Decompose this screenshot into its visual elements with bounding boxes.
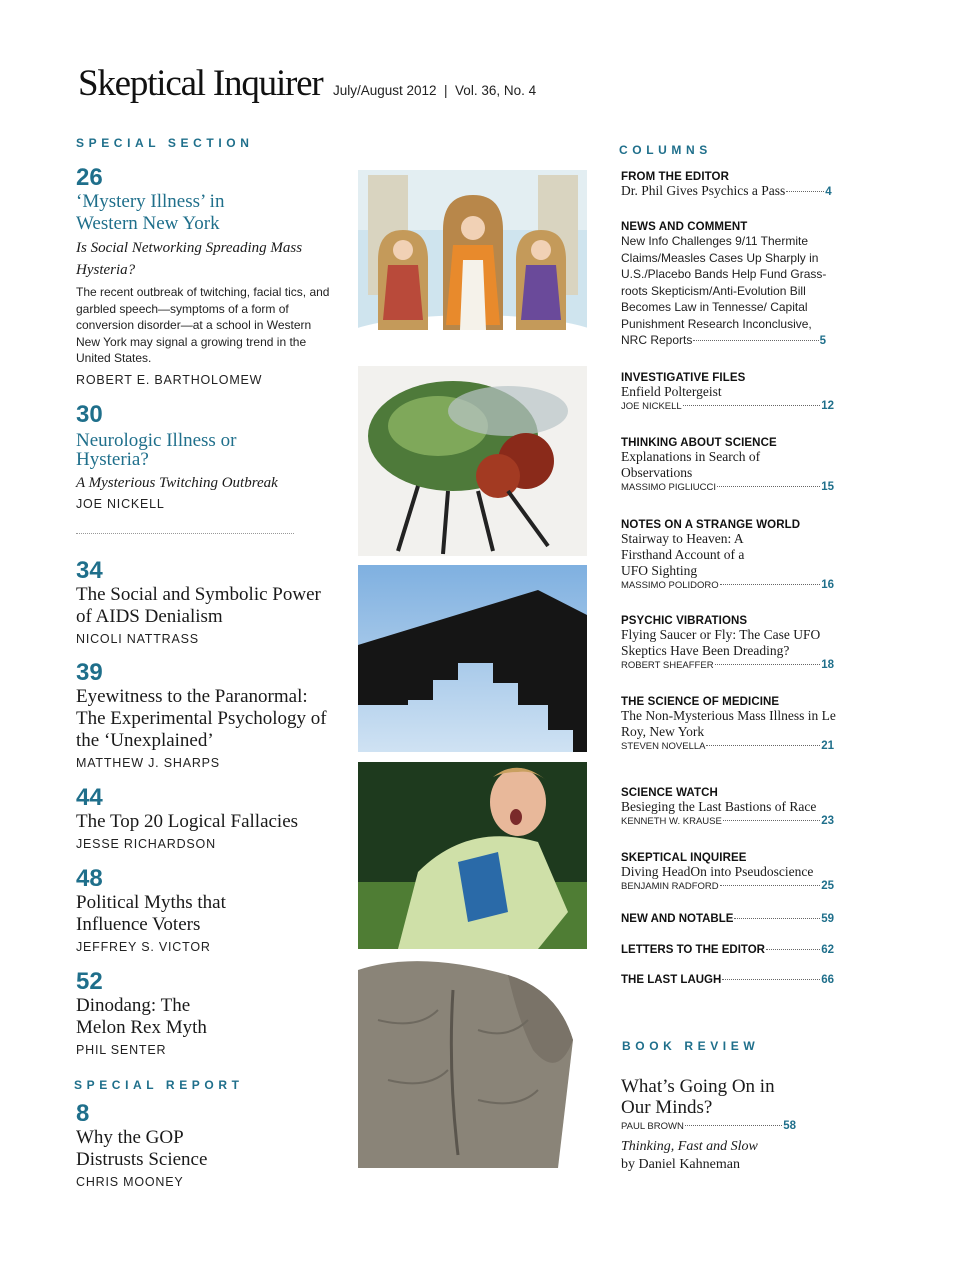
column-page: 23 — [821, 815, 834, 827]
book-review-page: 58 — [783, 1120, 796, 1132]
column-heading: SCIENCE WATCH — [621, 787, 718, 799]
dot-leader — [722, 979, 820, 980]
column-line — [621, 740, 834, 752]
column-title[interactable]: Stairway to Heaven: A Firsthand Account of a UFO Sighting — [621, 531, 745, 578]
dot-leader — [715, 664, 821, 665]
article-author: JESSE RICHARDSON — [76, 837, 216, 851]
article-author: MATTHEW J. SHARPS — [76, 756, 220, 770]
column-title[interactable]: Dr. Phil Gives Psychics a Pass — [621, 183, 786, 198]
sages-illustration — [358, 170, 587, 356]
article-34[interactable] — [76, 558, 346, 646]
article-subtitle: Is Social Networking Spreading Mass Hysteria? — [76, 240, 303, 278]
article-page: 44 — [76, 784, 103, 811]
article-title[interactable]: Why the GOP Distrusts Science — [76, 1127, 208, 1170]
dot-leader — [706, 745, 820, 746]
young-man-photo — [358, 762, 587, 949]
column-page: 16 — [821, 579, 834, 591]
column-from-the-editor[interactable] — [621, 171, 843, 199]
column-line — [621, 481, 834, 493]
column-author: STEVEN NOVELLA — [621, 741, 706, 752]
article-title[interactable]: Eyewitness to the Paranormal: The Experimental Psychology of the ‘Unexplained’ — [76, 686, 327, 751]
column-science-watch[interactable] — [621, 787, 834, 827]
stealth-aircraft-photo-svg — [358, 565, 587, 752]
elephant-photo — [358, 960, 580, 1168]
column-line — [621, 1120, 796, 1132]
dot-leader — [693, 340, 818, 341]
column-the-last-laugh[interactable] — [621, 974, 834, 986]
column-line — [621, 880, 834, 892]
article-author: CHRIS MOONEY — [76, 1175, 184, 1189]
article-page: 26 — [76, 164, 103, 191]
column-heading: THE SCIENCE OF MEDICINE — [621, 696, 780, 708]
article-description: The recent outbreak of twitching, facial tics, and garbled speech—symptoms of a form of conversion disorder—at a school in Western New York may signal a growing trend in the United States. — [76, 285, 330, 365]
column-title[interactable]: Besieging the Last Bastions of Race — [621, 799, 817, 814]
column-page: 5 — [819, 335, 826, 347]
column-heading[interactable]: LETTERS TO THE EDITOR — [621, 944, 765, 956]
article-39[interactable] — [76, 660, 346, 770]
column-notes-on-a-strange-world[interactable] — [621, 519, 834, 591]
columns-label: COLUMNS — [619, 143, 712, 157]
article-title[interactable]: The Social and Symbolic Power of AIDS Denialism — [76, 584, 321, 627]
article-author: JOE NICKELL — [76, 497, 165, 511]
column-line — [621, 974, 834, 986]
column-heading: PSYCHIC VIBRATIONS — [621, 615, 748, 627]
book-review-title[interactable]: What’s Going On in Our Minds? — [621, 1076, 775, 1118]
column-title[interactable]: Explanations in Search of Observations — [621, 449, 761, 480]
column-author: MASSIMO PIGLIUCCI — [621, 482, 717, 493]
article-page: 30 — [76, 401, 103, 428]
column-heading[interactable]: THE LAST LAUGH — [621, 974, 722, 986]
column-line — [621, 944, 834, 956]
dot-leader — [720, 885, 821, 886]
article-44[interactable] — [76, 785, 346, 851]
column-line — [621, 579, 834, 591]
column-news-and-comment[interactable] — [621, 221, 843, 349]
article-title[interactable]: Neurologic Illness or Hysteria? — [76, 430, 237, 470]
column-page: 12 — [821, 400, 834, 412]
dot-leader — [734, 918, 820, 919]
article-48[interactable] — [76, 866, 346, 954]
column-line — [621, 913, 834, 925]
article-page: 39 — [76, 659, 103, 686]
book-review-label: BOOK REVIEW — [622, 1039, 760, 1053]
article-author: JEFFREY S. VICTOR — [76, 940, 211, 954]
article-52[interactable] — [76, 969, 346, 1057]
fly-photo-svg — [358, 366, 587, 556]
dot-leader — [720, 584, 821, 585]
article-author: PHIL SENTER — [76, 1043, 167, 1057]
article-subtitle: A Mysterious Twitching Outbreak — [76, 475, 278, 491]
column-line — [621, 332, 826, 349]
young-man-photo-svg — [358, 762, 587, 949]
column-skeptical-inquiree[interactable] — [621, 852, 834, 892]
column-heading: NEWS AND COMMENT — [621, 221, 748, 233]
dot-leader — [683, 405, 820, 406]
column-thinking-about-science[interactable] — [621, 437, 834, 493]
masthead — [78, 62, 536, 105]
issue-info: July/August 2012 | Vol. 36, No. 4 — [332, 83, 537, 98]
column-line — [621, 183, 843, 199]
article-26[interactable] — [76, 165, 346, 387]
magazine-title: Skeptical Inquirer — [78, 63, 323, 104]
sages-illustration-svg — [358, 170, 587, 356]
dot-leader — [723, 820, 820, 821]
column-investigative-files[interactable] — [621, 372, 834, 412]
column-page: 21 — [821, 740, 834, 752]
dot-leader — [685, 1125, 782, 1126]
article-title[interactable]: Political Myths that Influence Voters — [76, 892, 226, 935]
column-line — [621, 815, 834, 827]
column-heading: NOTES ON A STRANGE WORLD — [621, 519, 801, 531]
column-new-and-notable[interactable] — [621, 913, 834, 925]
column-page: 62 — [821, 944, 834, 956]
dot-leader — [786, 191, 824, 192]
column-page: 59 — [821, 913, 834, 925]
column-author: KENNETH W. KRAUSE — [621, 816, 722, 827]
section-divider — [76, 533, 294, 534]
dot-leader — [766, 949, 820, 950]
fly-photo — [358, 366, 587, 556]
column-line — [621, 659, 834, 671]
article-30[interactable] — [76, 402, 346, 511]
column-author: MASSIMO POLIDORO — [621, 580, 719, 591]
column-heading: INVESTIGATIVE FILES — [621, 372, 746, 384]
column-title[interactable]: Enfield Poltergeist — [621, 384, 722, 399]
column-line — [621, 400, 834, 412]
column-page: 15 — [821, 481, 834, 493]
article-title[interactable]: ‘Mystery Illness’ in Western New York — [76, 191, 225, 234]
column-title[interactable]: The Non-Mysterious Mass Illness in Le Roy, New York — [621, 708, 836, 739]
column-text-last: NRC Reports — [621, 333, 693, 347]
column-page: 4 — [825, 186, 832, 198]
column-letters-to-the-editor[interactable] — [621, 944, 834, 956]
elephant-photo-svg — [358, 960, 580, 1168]
book-author: by Daniel Kahneman — [621, 1157, 740, 1172]
dot-leader — [717, 486, 820, 487]
column-author: JOE NICKELL — [621, 401, 682, 412]
article-title[interactable]: Dinodang: The Melon Rex Myth — [76, 995, 207, 1038]
article-page: 8 — [76, 1100, 90, 1127]
column-heading: FROM THE EDITOR — [621, 171, 729, 183]
column-title[interactable]: Flying Saucer or Fly: The Case UFO Skeptics Have Been Dreading? — [621, 627, 821, 658]
article-title[interactable]: The Top 20 Logical Fallacies — [76, 811, 299, 832]
column-psychic-vibrations[interactable] — [621, 615, 834, 671]
book-review-author: PAUL BROWN — [621, 1121, 684, 1132]
column-heading: THINKING ABOUT SCIENCE — [621, 437, 777, 449]
article-8[interactable] — [76, 1101, 346, 1189]
column-page: 66 — [821, 974, 834, 986]
column-author: BENJAMIN RADFORD — [621, 881, 719, 892]
book-name: Thinking, Fast and Slow — [621, 1139, 758, 1154]
article-page: 52 — [76, 968, 103, 995]
special-report-label: SPECIAL REPORT — [74, 1078, 244, 1092]
column-science-of-medicine[interactable] — [621, 696, 834, 752]
book-review[interactable] — [621, 1076, 796, 1174]
stealth-aircraft-photo — [358, 565, 587, 752]
column-heading: SKEPTICAL INQUIREE — [621, 852, 747, 864]
column-page: 18 — [821, 659, 834, 671]
column-author: ROBERT SHEAFFER — [621, 660, 714, 671]
article-page: 48 — [76, 865, 103, 892]
special-section-label: SPECIAL SECTION — [76, 136, 254, 150]
column-title[interactable]: Diving HeadOn into Pseudoscience — [621, 864, 814, 879]
column-page: 25 — [821, 880, 834, 892]
column-text[interactable]: New Info Challenges 9/11 Thermite Claims/Measles Cases Up Sharply in U.S./Placebo Bands Help Fund Grass-roots Skepticism/Anti-Evolution Bill Becomes Law in Tennesse/ Capital Punishment Research Inconclusive, — [621, 234, 827, 331]
column-heading[interactable]: NEW AND NOTABLE — [621, 913, 734, 925]
article-author: ROBERT E. BARTHOLOMEW — [76, 372, 263, 387]
article-page: 34 — [76, 557, 103, 584]
article-author: NICOLI NATTRASS — [76, 632, 199, 646]
